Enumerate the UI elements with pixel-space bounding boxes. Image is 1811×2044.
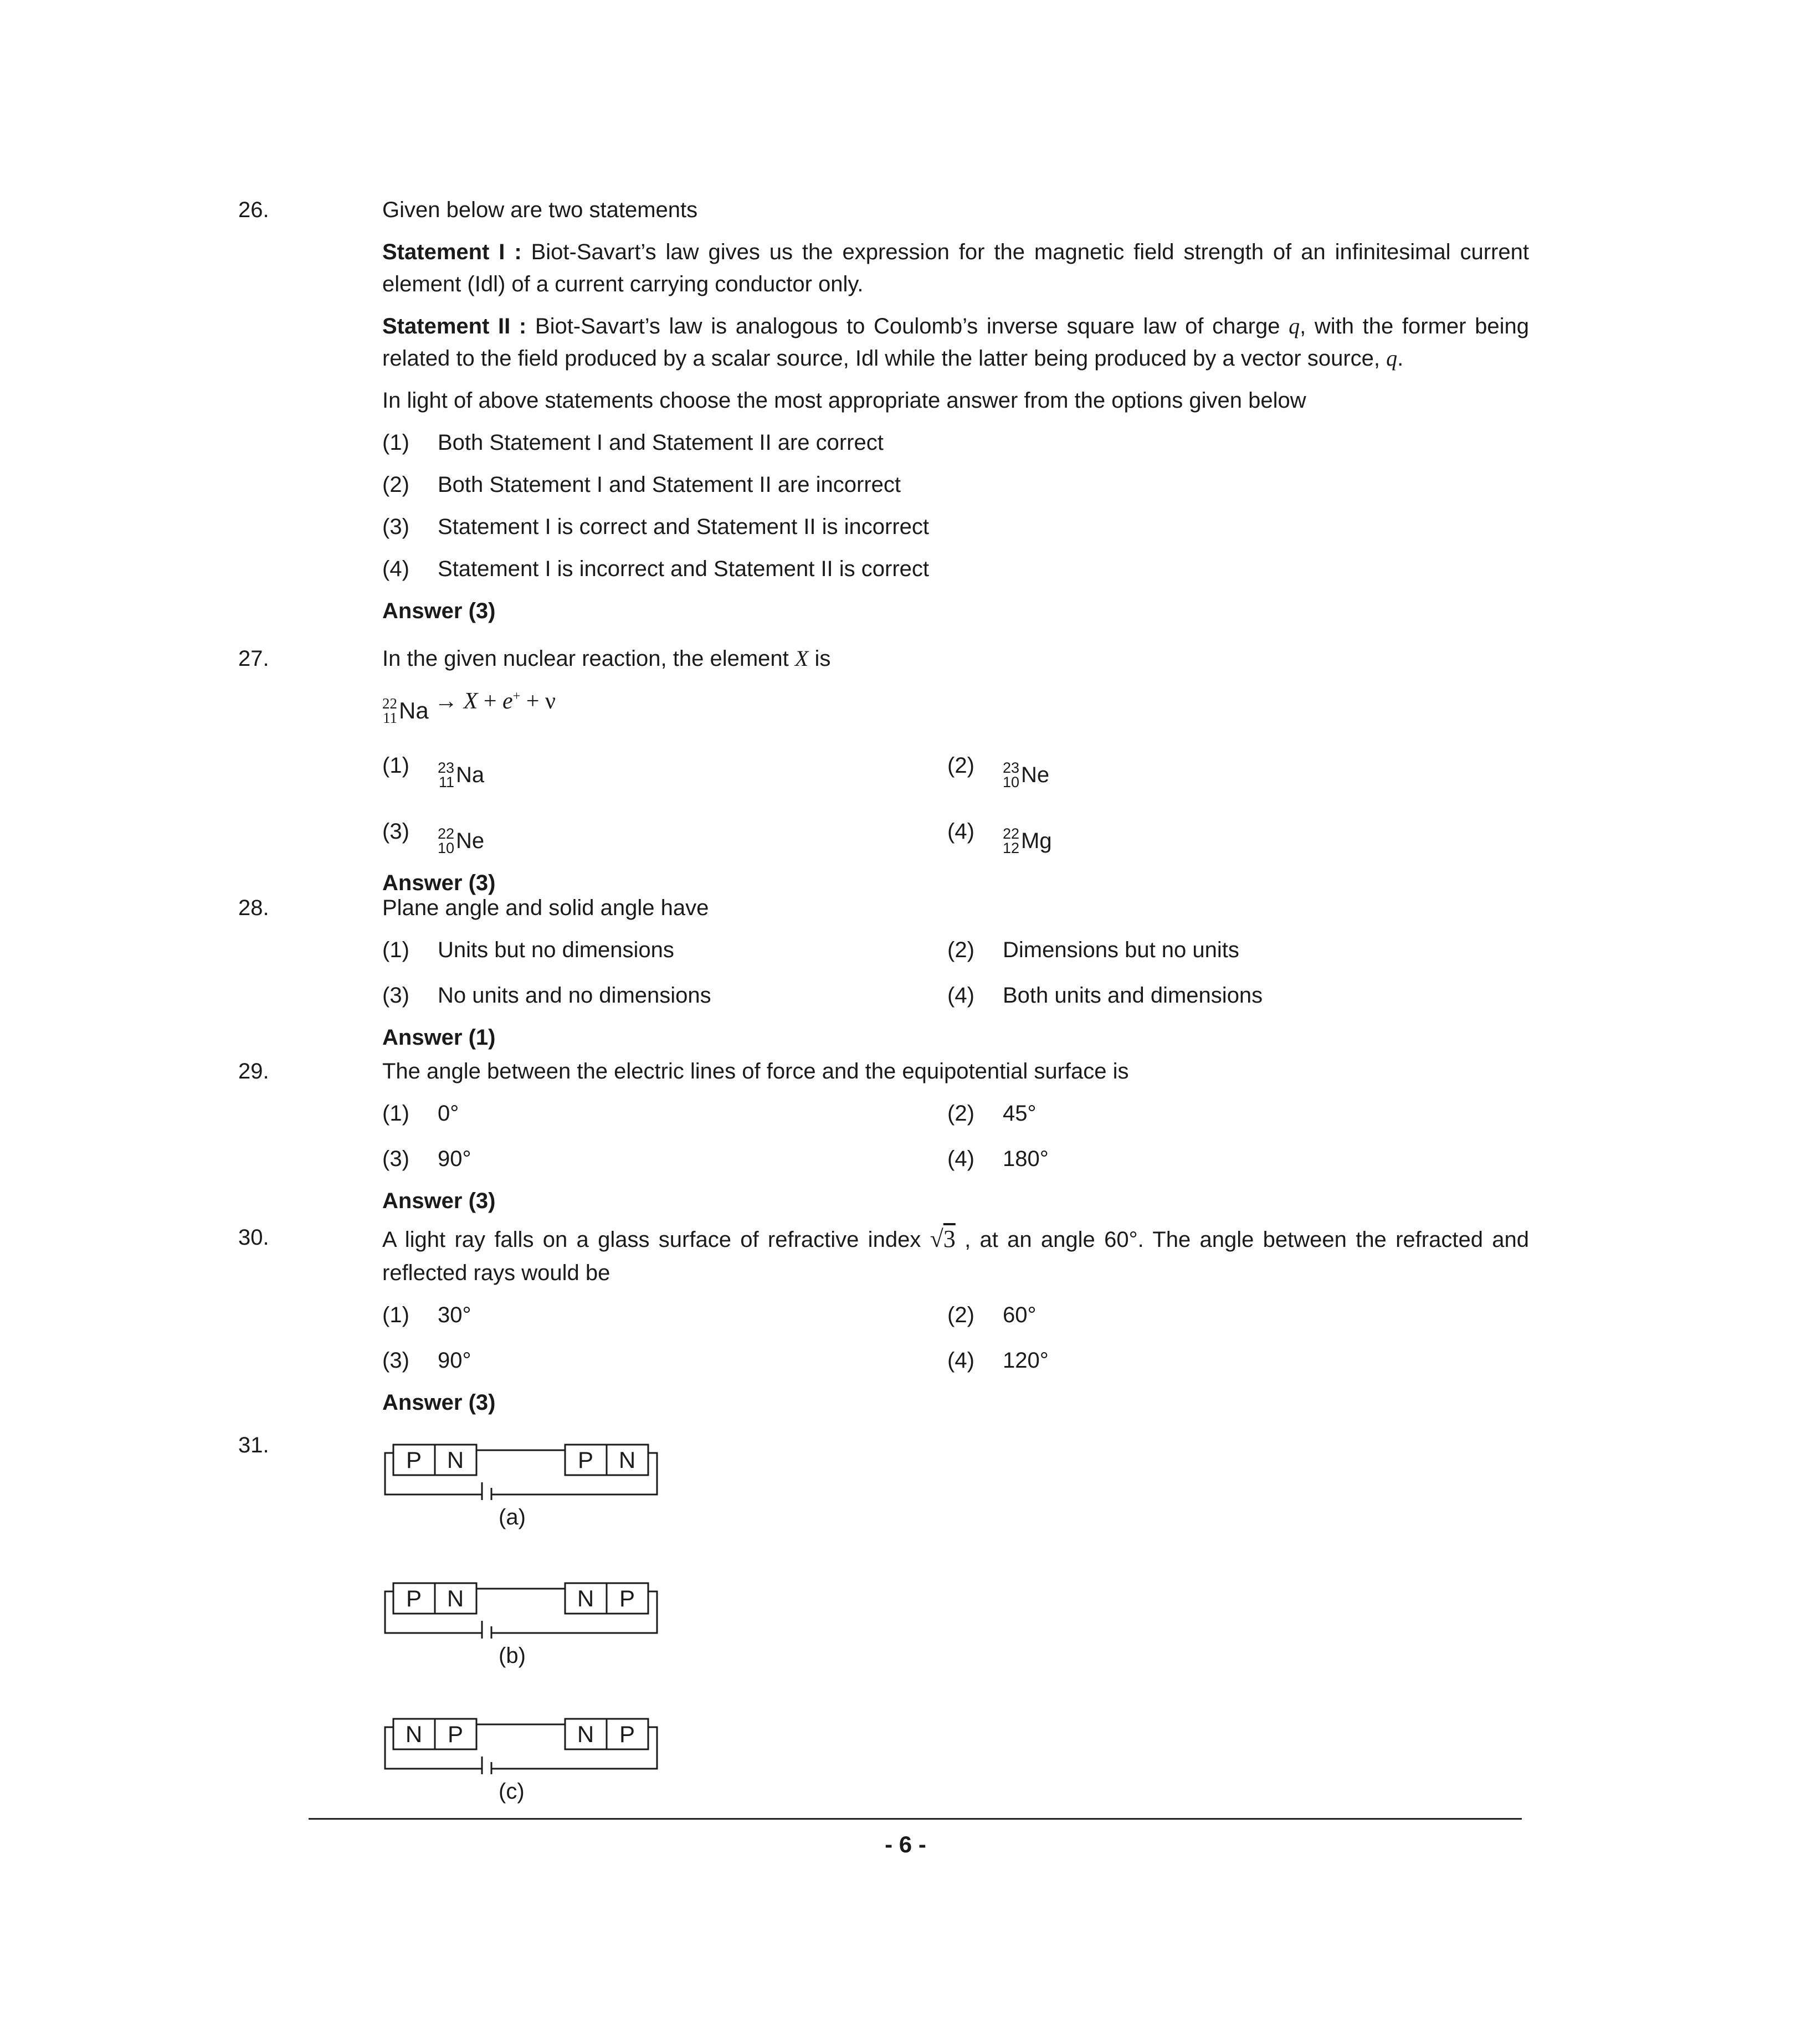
option-text: 180° (1003, 1147, 1049, 1171)
option-text: No units and no dimensions (438, 983, 711, 1008)
element-symbol: Na (399, 697, 429, 723)
option-2 (947, 1097, 1501, 1129)
statement-2 (382, 310, 1529, 374)
element-x: X (794, 646, 809, 671)
question-text-a: A light ray falls on a glass surface of refractive index (382, 1228, 930, 1252)
junction-letter: N (405, 1721, 423, 1747)
option-text: Statement I is incorrect and Statement II is correct (438, 557, 930, 581)
element-symbol: Mg (1021, 829, 1052, 854)
answer: Answer (1) (382, 1025, 496, 1050)
answer: Answer (3) (382, 599, 496, 623)
option-3 (382, 979, 947, 1011)
option-number: (4) (947, 1348, 974, 1373)
junction-letter: N (618, 1447, 636, 1473)
option-text: Both Statement I and Statement II are correct (438, 430, 884, 455)
option-3 (382, 815, 947, 857)
option-number: (4) (947, 819, 974, 844)
junction-letter: N (447, 1585, 464, 1611)
question-text: The angle between the electric lines of force and the equipotential surface is (382, 1059, 1129, 1083)
mass-number: 22 (1003, 825, 1020, 843)
options-grid (382, 1299, 1529, 1377)
junction-letter: P (447, 1721, 464, 1747)
sqrt-sign-icon: √ (930, 1225, 943, 1252)
option-text: Both Statement I and Statement II are incorrect (438, 473, 901, 497)
option-text: Dimensions but no units (1003, 938, 1239, 962)
option-text: 90° (438, 1348, 471, 1373)
option-number: (1) (382, 753, 409, 778)
circuit-diagram (382, 1578, 670, 1639)
option-number: (3) (382, 515, 409, 539)
option-2 (382, 469, 1529, 501)
statement-2-end: . (1397, 346, 1404, 371)
option-number: (3) (382, 983, 409, 1008)
question-number: 31. (238, 1433, 269, 1457)
plus-sign: + (526, 689, 540, 714)
junction-letter: P (577, 1447, 594, 1473)
atomic-number: 11 (439, 774, 455, 791)
circuit-b (382, 1578, 670, 1668)
charge-symbol: q (1289, 314, 1300, 338)
statement-2-text-a: Biot-Savart’s law is analogous to Coulomb’s inverse square law of charge (526, 314, 1289, 338)
question-number: 29. (238, 1059, 269, 1083)
option-number: (4) (382, 557, 409, 581)
atomic-number: 10 (1003, 774, 1020, 791)
junction-letter: N (577, 1721, 594, 1747)
nuclear-reaction (382, 685, 1529, 727)
positron: e (502, 689, 513, 714)
option-number: (4) (947, 983, 974, 1008)
option-number: (1) (382, 430, 409, 455)
atomic-number: 11 (383, 710, 397, 726)
positron-charge: + (512, 689, 521, 703)
plus-sign: + (483, 689, 497, 714)
option-1 (382, 1299, 947, 1331)
circuit-a (382, 1439, 670, 1529)
option-number: (2) (947, 938, 974, 962)
option-1 (382, 749, 947, 791)
neutrino: ν (545, 689, 556, 714)
junction-letter: P (619, 1585, 635, 1611)
option-text: Both units and dimensions (1003, 983, 1263, 1008)
options-grid (382, 934, 1529, 1011)
element-symbol: Ne (1021, 763, 1050, 788)
question-text (382, 1221, 1529, 1289)
statement-2-text-b: , with the former being related to the field produced by a scalar source, Idl while the latter being produced by a vector source, (382, 314, 1529, 371)
circuit-c (382, 1713, 670, 1804)
options-grid (382, 749, 1529, 857)
circuit-label: (a) (499, 1505, 526, 1529)
option-number: (2) (947, 753, 974, 778)
option-4 (947, 815, 1501, 857)
question-number: 27. (238, 646, 269, 671)
option-number: (3) (382, 1348, 409, 1373)
footer-divider (309, 1818, 1522, 1820)
atomic-number: 10 (438, 840, 455, 857)
option-number: (1) (382, 938, 409, 962)
option-1 (382, 427, 1529, 459)
option-2 (947, 934, 1501, 966)
option-4 (947, 1143, 1501, 1175)
mass-number: 23 (438, 759, 455, 777)
statement-2-label: Statement II : (382, 314, 527, 338)
question-28 (238, 892, 1529, 1054)
question-30 (238, 1221, 1529, 1419)
statement-1-label: Statement I : (382, 240, 522, 264)
option-1 (382, 934, 947, 966)
option-text: 30° (438, 1302, 471, 1327)
element-symbol: Ne (456, 829, 485, 854)
option-text: 90° (438, 1147, 471, 1171)
statement-1 (382, 236, 1529, 300)
option-4 (382, 553, 1529, 585)
option-text: Units but no dimensions (438, 938, 674, 962)
circuit-diagram (382, 1439, 670, 1500)
option-number: (3) (382, 819, 409, 844)
option-number: (2) (382, 473, 409, 497)
option-3 (382, 1344, 947, 1377)
junction-letter: P (619, 1721, 635, 1747)
option-number: (2) (947, 1101, 974, 1126)
option-2 (947, 749, 1501, 791)
arrow-icon: → (434, 689, 458, 714)
square-root (930, 1225, 956, 1252)
question-number: 30. (238, 1225, 269, 1250)
question-intro: Given below are two statements (382, 198, 698, 222)
instruction: In light of above statements choose the most appropriate answer from the options given below (382, 388, 1306, 413)
circuit-diagram (382, 1713, 670, 1774)
option-2 (947, 1299, 1501, 1331)
question-number: 28. (238, 896, 269, 920)
page-number: - 6 - (885, 1831, 926, 1857)
element-symbol: Na (456, 763, 485, 788)
question-text-b: is (808, 646, 831, 671)
sqrt-value: 3 (943, 1225, 956, 1252)
option-number: (3) (382, 1147, 409, 1171)
option-text: 60° (1003, 1302, 1037, 1327)
option-text: Statement I is correct and Statement II is incorrect (438, 515, 930, 539)
statement-1-text: Biot-Savart’s law gives us the expression for the magnetic field strength of an infinitesimal current element (Idl) of a current carrying conductor only. (382, 240, 1529, 296)
atomic-number: 12 (1003, 840, 1020, 857)
option-1 (382, 1097, 947, 1129)
answer: Answer (3) (382, 871, 496, 896)
mass-number: 22 (382, 695, 397, 712)
option-text: 0° (438, 1101, 459, 1126)
circuit-label: (b) (499, 1644, 526, 1668)
option-4 (947, 979, 1501, 1011)
option-number: (4) (947, 1147, 974, 1171)
nuclide-sodium (382, 694, 429, 728)
answer: Answer (3) (382, 1189, 496, 1213)
element-x: X (463, 689, 478, 714)
question-text (382, 643, 1529, 675)
question-27 (238, 643, 1529, 899)
option-text: 120° (1003, 1348, 1049, 1373)
options-grid (382, 1097, 1529, 1175)
option-3 (382, 1143, 947, 1175)
mass-number: 22 (438, 825, 455, 843)
junction-letter: N (577, 1585, 594, 1611)
junction-letter: P (406, 1447, 422, 1473)
question-text-a: In the given nuclear reaction, the element (382, 646, 795, 671)
junction-letter: P (406, 1585, 422, 1611)
question-text-b: , at an angle 60°. The angle between the refracted and reflected rays would be (382, 1228, 1529, 1285)
circuit-label: (c) (499, 1779, 525, 1804)
option-3 (382, 511, 1529, 543)
question-text: Plane angle and solid angle have (382, 896, 709, 920)
answer: Answer (3) (382, 1390, 496, 1415)
mass-number: 23 (1003, 759, 1020, 777)
junction-letter: N (447, 1447, 464, 1473)
question-number: 26. (238, 198, 269, 222)
question-29 (238, 1055, 1529, 1217)
option-number: (2) (947, 1302, 974, 1327)
option-text: 45° (1003, 1101, 1037, 1126)
charge-symbol: q (1386, 346, 1398, 371)
option-number: (1) (382, 1302, 409, 1327)
question-26 (238, 194, 1529, 627)
option-number: (1) (382, 1101, 409, 1126)
option-4 (947, 1344, 1501, 1377)
